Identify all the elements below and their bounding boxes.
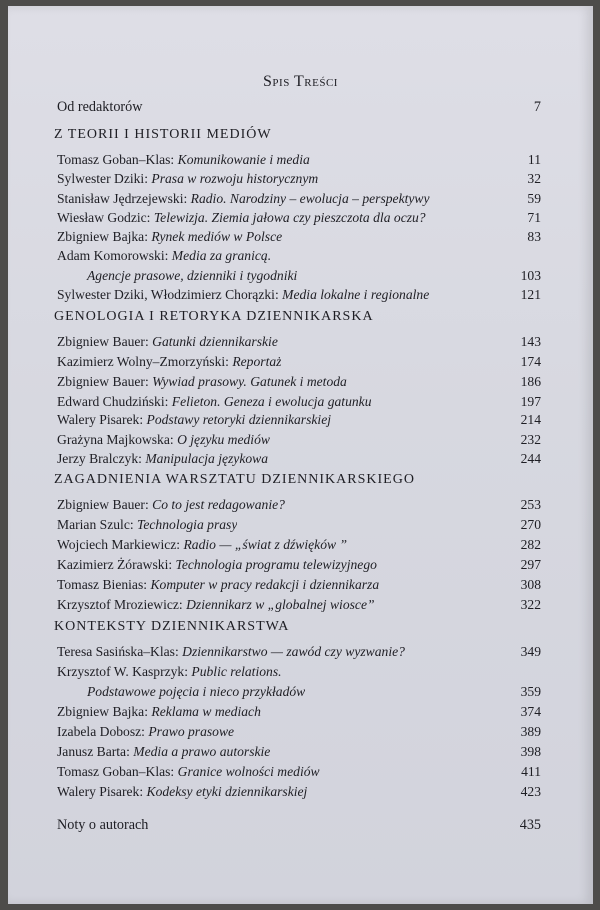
entry-title: Gatunki dziennikarskie — [152, 334, 278, 349]
entry-title: Technologia programu telewizyjnego — [175, 557, 377, 572]
toc-entry-text — [57, 373, 347, 391]
page-number: 322 — [520, 597, 541, 612]
entry-title: Podstawy retoryki dziennikarskiej — [146, 412, 332, 427]
page-number: 214 — [520, 412, 541, 427]
page-number: 121 — [520, 287, 541, 302]
toc-entry-row — [57, 516, 541, 534]
page-title: Spis Treści — [263, 73, 338, 90]
page-number: 398 — [520, 744, 541, 759]
toc-entry-text — [57, 783, 307, 801]
book-page — [8, 6, 593, 904]
entry-author: Sylwester Dziki: — [57, 171, 148, 186]
toc-entry-row — [57, 333, 541, 351]
toc-entry-text — [57, 816, 148, 834]
entry-author: Wiesław Godzic: — [57, 210, 151, 225]
page-number: 374 — [520, 704, 541, 719]
entry-author: Zbigniew Bajka: — [57, 704, 148, 719]
page-number: 297 — [520, 557, 541, 572]
section-heading: ZAGADNIENIA WARSZTATU DZIENNIKARSKIEGO — [54, 472, 415, 487]
toc-entry-row — [57, 450, 541, 468]
entry-author: Edward Chudziński: — [57, 394, 169, 409]
toc-entry-text — [57, 209, 426, 227]
entry-author: Walery Pisarek: — [57, 412, 144, 427]
toc-entry-row — [57, 683, 541, 701]
toc-entry-text — [57, 267, 297, 285]
page-number: 411 — [521, 764, 541, 779]
entry-title: Technologia prasy — [137, 517, 238, 532]
toc-entry-row — [57, 536, 541, 554]
toc-entry-row — [57, 286, 541, 304]
page-number: 71 — [527, 210, 541, 225]
section-heading: Z TEORII I HISTORII MEDIÓW — [54, 127, 272, 142]
entry-title: Telewizja. Ziemia jałowa czy pieszczota dla oczu? — [153, 210, 426, 225]
page-number: 83 — [527, 229, 541, 244]
page-number: 359 — [520, 684, 541, 699]
toc-entry-text — [57, 411, 331, 429]
entry-title: Public relations. — [191, 664, 282, 679]
entry-title: Radio. Narodziny – ewolucja – perspektywy — [190, 191, 430, 206]
toc-entry-text — [57, 286, 429, 304]
entry-author: Grażyna Majkowska: — [57, 432, 174, 447]
toc-entry-row — [57, 663, 541, 681]
toc-entry-row — [57, 353, 541, 371]
toc-entry-row — [57, 743, 541, 761]
toc-entry-row — [57, 431, 541, 449]
entry-title: Kodeksy etyki dziennikarskiej — [146, 784, 308, 799]
page-number: 244 — [520, 451, 541, 466]
entry-title: Radio — „świat z dźwięków ” — [183, 537, 348, 552]
page-number: 186 — [520, 374, 541, 389]
entry-title: Prawo prasowe — [148, 724, 235, 739]
entry-author: Wojciech Markiewicz: — [57, 537, 181, 552]
entry-title: Co to jest redagowanie? — [152, 497, 285, 512]
entry-title: Reportaż — [232, 354, 282, 369]
page-number: 59 — [527, 191, 541, 206]
page-number: 197 — [520, 394, 541, 409]
page-number: 270 — [520, 517, 541, 532]
entry-author: Kazimierz Żórawski: — [57, 557, 173, 572]
toc-entry-text — [57, 228, 282, 246]
entry-author: Adam Komorowski: — [57, 248, 169, 263]
toc-entry-row — [57, 228, 541, 246]
page-number: 7 — [533, 99, 541, 115]
entry-title: O języku mediów — [177, 432, 270, 447]
entry-author: Walery Pisarek: — [57, 784, 144, 799]
section-heading: GENOLOGIA I RETORYKA DZIENNIKARSKA — [54, 309, 374, 324]
page-number: 174 — [520, 354, 541, 369]
toc-entry-text — [57, 576, 379, 594]
entry-author: Zbigniew Bauer: — [57, 334, 149, 349]
section-heading: KONTEKSTY DZIENNIKARSTWA — [54, 619, 290, 634]
toc-entry-row — [57, 267, 541, 285]
toc-outro-row — [57, 816, 541, 834]
entry-title: Wywiad prasowy. Gatunek i metoda — [152, 374, 347, 389]
toc-entry-row — [57, 151, 541, 169]
entry-title: Podstawowe pojęcia i nieco przykładów — [87, 684, 306, 699]
entry-title: Reklama w mediach — [151, 704, 261, 719]
entry-author: Stanisław Jędrzejewski: — [57, 191, 188, 206]
toc-entry-text — [57, 536, 347, 554]
entry-title: Komunikowanie i media — [177, 152, 310, 167]
toc-entry-text — [57, 643, 405, 661]
toc-entry-row — [57, 723, 541, 741]
entry-author: Janusz Barta: — [57, 744, 130, 759]
entry-title: Granice wolności mediów — [177, 764, 320, 779]
entry-author: Kazimierz Wolny–Zmorzyński: — [57, 354, 229, 369]
toc-entry-text — [57, 683, 305, 701]
toc-entry-text — [57, 496, 285, 514]
entry-author: Izabela Dobosz: — [57, 724, 145, 739]
entry-label: Od redaktorów — [57, 99, 143, 115]
toc-entry-row — [57, 190, 541, 208]
toc-entry-text — [57, 431, 270, 449]
toc-intro-row — [57, 98, 541, 116]
page-number: 308 — [520, 577, 541, 592]
toc-entry-text — [57, 247, 271, 265]
toc-entry-text — [57, 190, 430, 208]
toc-entry-text — [57, 703, 261, 721]
toc-entry-row — [57, 496, 541, 514]
toc-entry-text — [57, 151, 310, 169]
toc-entry-text — [57, 516, 237, 534]
toc-entry-text — [57, 743, 270, 761]
toc-entry-text — [57, 663, 282, 681]
entry-title: Dziennikarstwo — zawód czy wyzwanie? — [182, 644, 405, 659]
entry-author: Tomasz Goban–Klas: — [57, 764, 175, 779]
page-number: 103 — [520, 268, 541, 283]
entry-author: Teresa Sasińska–Klas: — [57, 644, 179, 659]
toc-entry-row — [57, 170, 541, 188]
page-number: 435 — [519, 817, 541, 833]
toc-entry-row — [57, 411, 541, 429]
toc-entry-text — [57, 723, 234, 741]
toc-entry-row — [57, 209, 541, 227]
entry-author: Jerzy Bralczyk: — [57, 451, 142, 466]
entry-author: Tomasz Bienias: — [57, 577, 148, 592]
page-number: 11 — [527, 152, 541, 167]
toc-entry-row — [57, 556, 541, 574]
page-number: 423 — [520, 784, 541, 799]
entry-title: Dziennikarz w „globalnej wiosce” — [186, 597, 375, 612]
toc-entry-text — [57, 333, 278, 351]
entry-title: Agencje prasowe, dzienniki i tygodniki — [87, 268, 298, 283]
entry-author: Krzysztof Mroziewicz: — [57, 597, 183, 612]
entry-title: Prasa w rozwoju historycznym — [151, 171, 319, 186]
toc-entry-row — [57, 763, 541, 781]
page-number: 143 — [520, 334, 541, 349]
entry-title: Media za granicą. — [171, 248, 272, 263]
page-number: 389 — [520, 724, 541, 739]
page-number: 253 — [520, 497, 541, 512]
toc-entry-text — [57, 596, 375, 614]
toc-entry-row — [57, 576, 541, 594]
toc-entry-row — [57, 783, 541, 801]
page-number: 349 — [520, 644, 541, 659]
entry-author: Krzysztof W. Kasprzyk: — [57, 664, 188, 679]
entry-title: Felieton. Geneza i ewolucja gatunku — [171, 394, 372, 409]
entry-author: Zbigniew Bauer: — [57, 374, 149, 389]
toc-entry-row — [57, 393, 541, 411]
entry-title: Media lokalne i regionalne — [282, 287, 430, 302]
page-number: 32 — [527, 171, 541, 186]
entry-title: Rynek mediów w Polsce — [151, 229, 283, 244]
toc-entry-row — [57, 703, 541, 721]
entry-title: Komputer w pracy redakcji i dziennikarza — [150, 577, 380, 592]
entry-label: Noty o autorach — [57, 817, 149, 833]
toc-entry-text — [57, 556, 377, 574]
toc-entry-text — [57, 353, 281, 371]
page-number: 232 — [520, 432, 541, 447]
entry-author: Tomasz Goban–Klas: — [57, 152, 175, 167]
entry-author: Zbigniew Bajka: — [57, 229, 148, 244]
toc-entry-row — [57, 373, 541, 391]
entry-title: Manipulacja językowa — [145, 451, 269, 466]
entry-title: Media a prawo autorskie — [133, 744, 271, 759]
toc-entry-text — [57, 98, 143, 116]
entry-author: Marian Szulc: — [57, 517, 134, 532]
entry-author: Sylwester Dziki, Włodzimierz Chorązki: — [57, 287, 279, 302]
entry-author: Zbigniew Bauer: — [57, 497, 149, 512]
toc-entry-row — [57, 643, 541, 661]
toc-entry-row — [57, 596, 541, 614]
toc-entry-text — [57, 763, 320, 781]
page-number: 282 — [520, 537, 541, 552]
toc-entry-text — [57, 450, 268, 468]
toc-entry-text — [57, 170, 318, 188]
toc-entry-row — [57, 247, 541, 265]
toc-entry-text — [57, 393, 372, 411]
